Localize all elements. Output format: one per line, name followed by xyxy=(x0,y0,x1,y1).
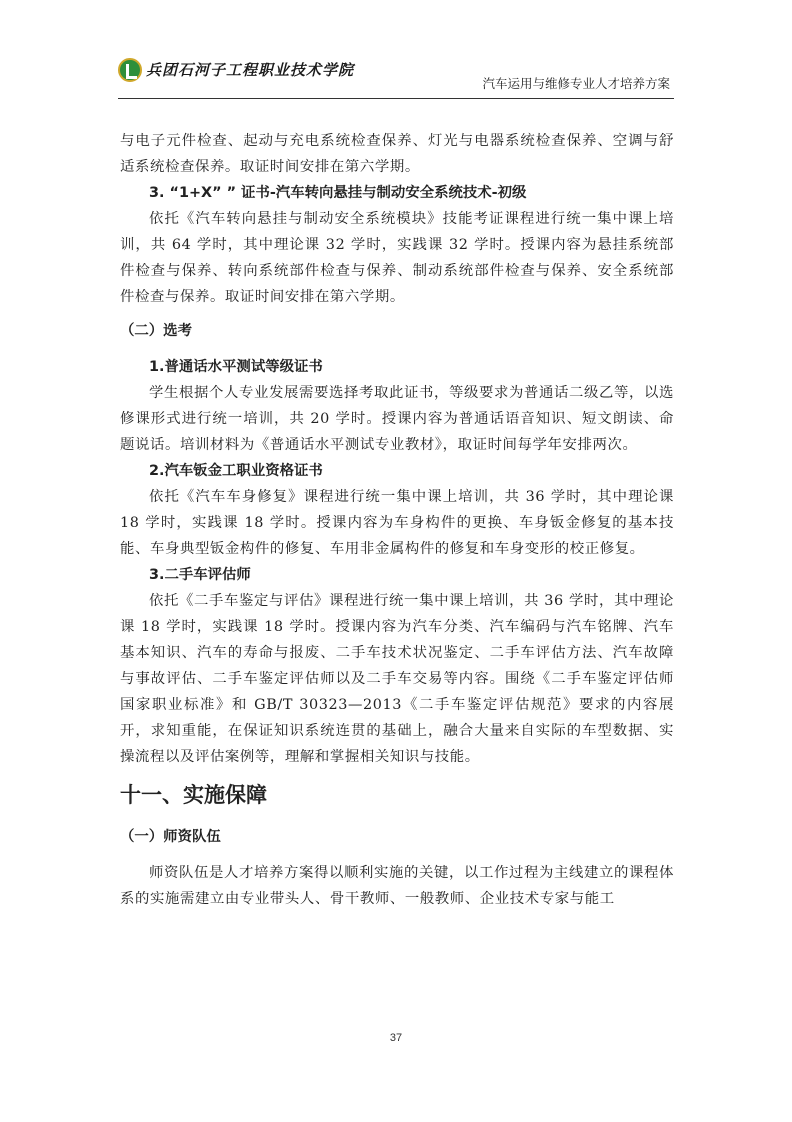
heading-section-11: 十一、实施保障 xyxy=(120,783,267,807)
paragraph-putonghua: 学生根据个人专业发展需要选择考取此证书，等级要求为普通话二级乙等，以选修课形式进行统一培训，共 20 学时。授课内容为普通话语音知识、短文朗读、命题说话。培训材料为《普通话水平测试专业教材》，取证时间每学年安排两次。 xyxy=(120,385,674,453)
paragraph-continued: 与电子元件检查、起动与充电系统检查保养、灯光与电器系统检查保养、空调与舒适系统检查保养。取证时间安排在第六学期。 xyxy=(120,133,674,175)
document-title: 汽车运用与维修专业人才培养方案 xyxy=(482,76,670,91)
page-body xyxy=(120,128,674,912)
heading-sheet-metal: 2.汽车钣金工职业资格证书 xyxy=(149,463,323,479)
page-header xyxy=(118,52,674,99)
school-name: 兵团石河子工程职业技术学院 xyxy=(146,61,355,79)
paragraph-faculty: 师资队伍是人才培养方案得以顺利实施的关键，以工作过程为主线建立的课程体系的实施需建立由专业带头人、骨干教师、一般教师、企业技术专家与能工 xyxy=(120,865,674,907)
paragraph-1x-certificate: 依托《汽车转向悬挂与制动安全系统模块》技能考证课程进行统一集中课上培训，共 64 学时，其中理论课 32 学时，实践课 32 学时。授课内容为悬挂系统部件检查与保养、转向系统部件检查与保养、制动系统部件检查与保养、安全系统部件检查与保养。取证时间安排在第六学期。 xyxy=(120,211,674,305)
paragraph-sheet-metal: 依托《汽车车身修复》课程进行统一集中课上培训，共 36 学时，其中理论课 18 学时，实践课 18 学时。授课内容为车身构件的更换、车身钣金修复的基本技能、车身典型钣金构件的修复、车用非金属构件的修复和车身变形的校正修复。 xyxy=(120,489,674,557)
heading-1x-certificate: 3. “1+X” ” 证书-汽车转向悬挂与制动安全系统技术-初级 xyxy=(149,185,527,201)
heading-putonghua: 1.普通话水平测试等级证书 xyxy=(149,359,323,375)
page-number: 37 xyxy=(389,1032,403,1044)
heading-used-car-appraiser: 3.二手车评估师 xyxy=(149,567,251,583)
heading-elective: （二）选考 xyxy=(120,323,192,339)
heading-faculty: （一）师资队伍 xyxy=(120,829,221,845)
school-logo-icon xyxy=(118,58,142,82)
paragraph-used-car-appraiser: 依托《二手车鉴定与评估》课程进行统一集中课上培训，共 36 学时，其中理论课 18 学时，实践课 18 学时。授课内容为汽车分类、汽车编码与汽车铭牌、汽车基本知识、汽车的寿命与报废、二手车技术状况鉴定、二手车评估方法、汽车故障与事故评估、二手车鉴定评估师以及二手车交易等内容。围绕《二手车鉴定评估师国家职业标准》和 GB/T 30323—2013《二手车鉴定评估规范》要求的内容展开，求知重能，在保证知识系统连贯的基础上，融合大量来自实际的车型数据、实操流程以及评估案例等，理解和掌握相关知识与技能。 xyxy=(120,593,674,765)
